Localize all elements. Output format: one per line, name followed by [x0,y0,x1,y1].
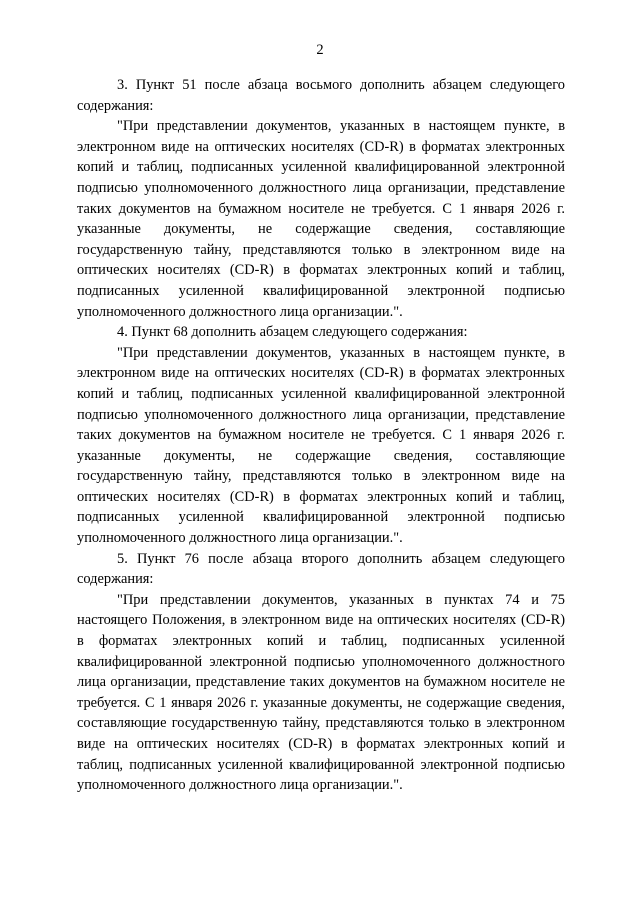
paragraph-item-5-text: "При представлении документов, указанных в пунктах 74 и 75 настоящего Положения, в электронном виде на оптических носителях (CD-R) в форматах электронных копий и таблиц, подписанных усиленной квалифицированной электронной подписью уполномоченного должностного лица организации, представление таких документов на бумажном носителе не требуется. С 1 января 2026 г. указанные документы, не содержащие сведения, составляющие государственную тайну, представляются только в электронном виде на оптических носителях (CD-R) в форматах электронных копий и таблиц, подписанных усиленной квалифицированной электронной подписью уполномоченного должностного лица организации.". [77,591,565,794]
paragraph-item-4-heading: 4. Пункт 68 дополнить абзацем следующего содержания: [117,324,468,341]
paragraph-item-5-heading: 5. Пункт 76 после абзаца второго дополнить абзацем следующего содержания: [77,550,565,588]
page-number: 2 [316,42,324,58]
document-body [77,75,565,796]
paragraph-item-3-heading: 3. Пункт 51 после абзаца восьмого дополнить абзацем следующего содержания: [77,77,565,114]
paragraph-item-3-text: "При представлении документов, указанных в настоящем пункте, в электронном виде на оптических носителях (CD-R) в форматах электронных копий и таблиц, подписанных усиленной квалифицированной электронной подписью уполномоченного должностного лица организации, представление таких документов на бумажном носителе не требуется. С 1 января 2026 г. указанные документы, не содержащие сведения, составляющие государственную тайну, представляются только в электронном виде на оптических носителях (CD-R) в форматах электронных копий и таблиц, подписанных усиленной квалифицированной электронной подписью уполномоченного должностного лица организации.". [77,118,565,320]
paragraph-item-4-text: "При представлении документов, указанных в настоящем пункте, в электронном виде на оптических носителях (CD-R) в форматах электронных копий и таблиц, подписанных усиленной квалифицированной электронной подписью уполномоченного должностного лица организации, представление таких документов на бумажном носителе не требуется. С 1 января 2026 г. указанные документы, не содержащие сведения, составляющие государственную тайну, представляются только в электронном виде на оптических носителях (CD-R) в форматах электронных копий и таблиц, подписанных усиленной квалифицированной электронной подписью уполномоченного должностного лица организации.". [77,344,565,547]
